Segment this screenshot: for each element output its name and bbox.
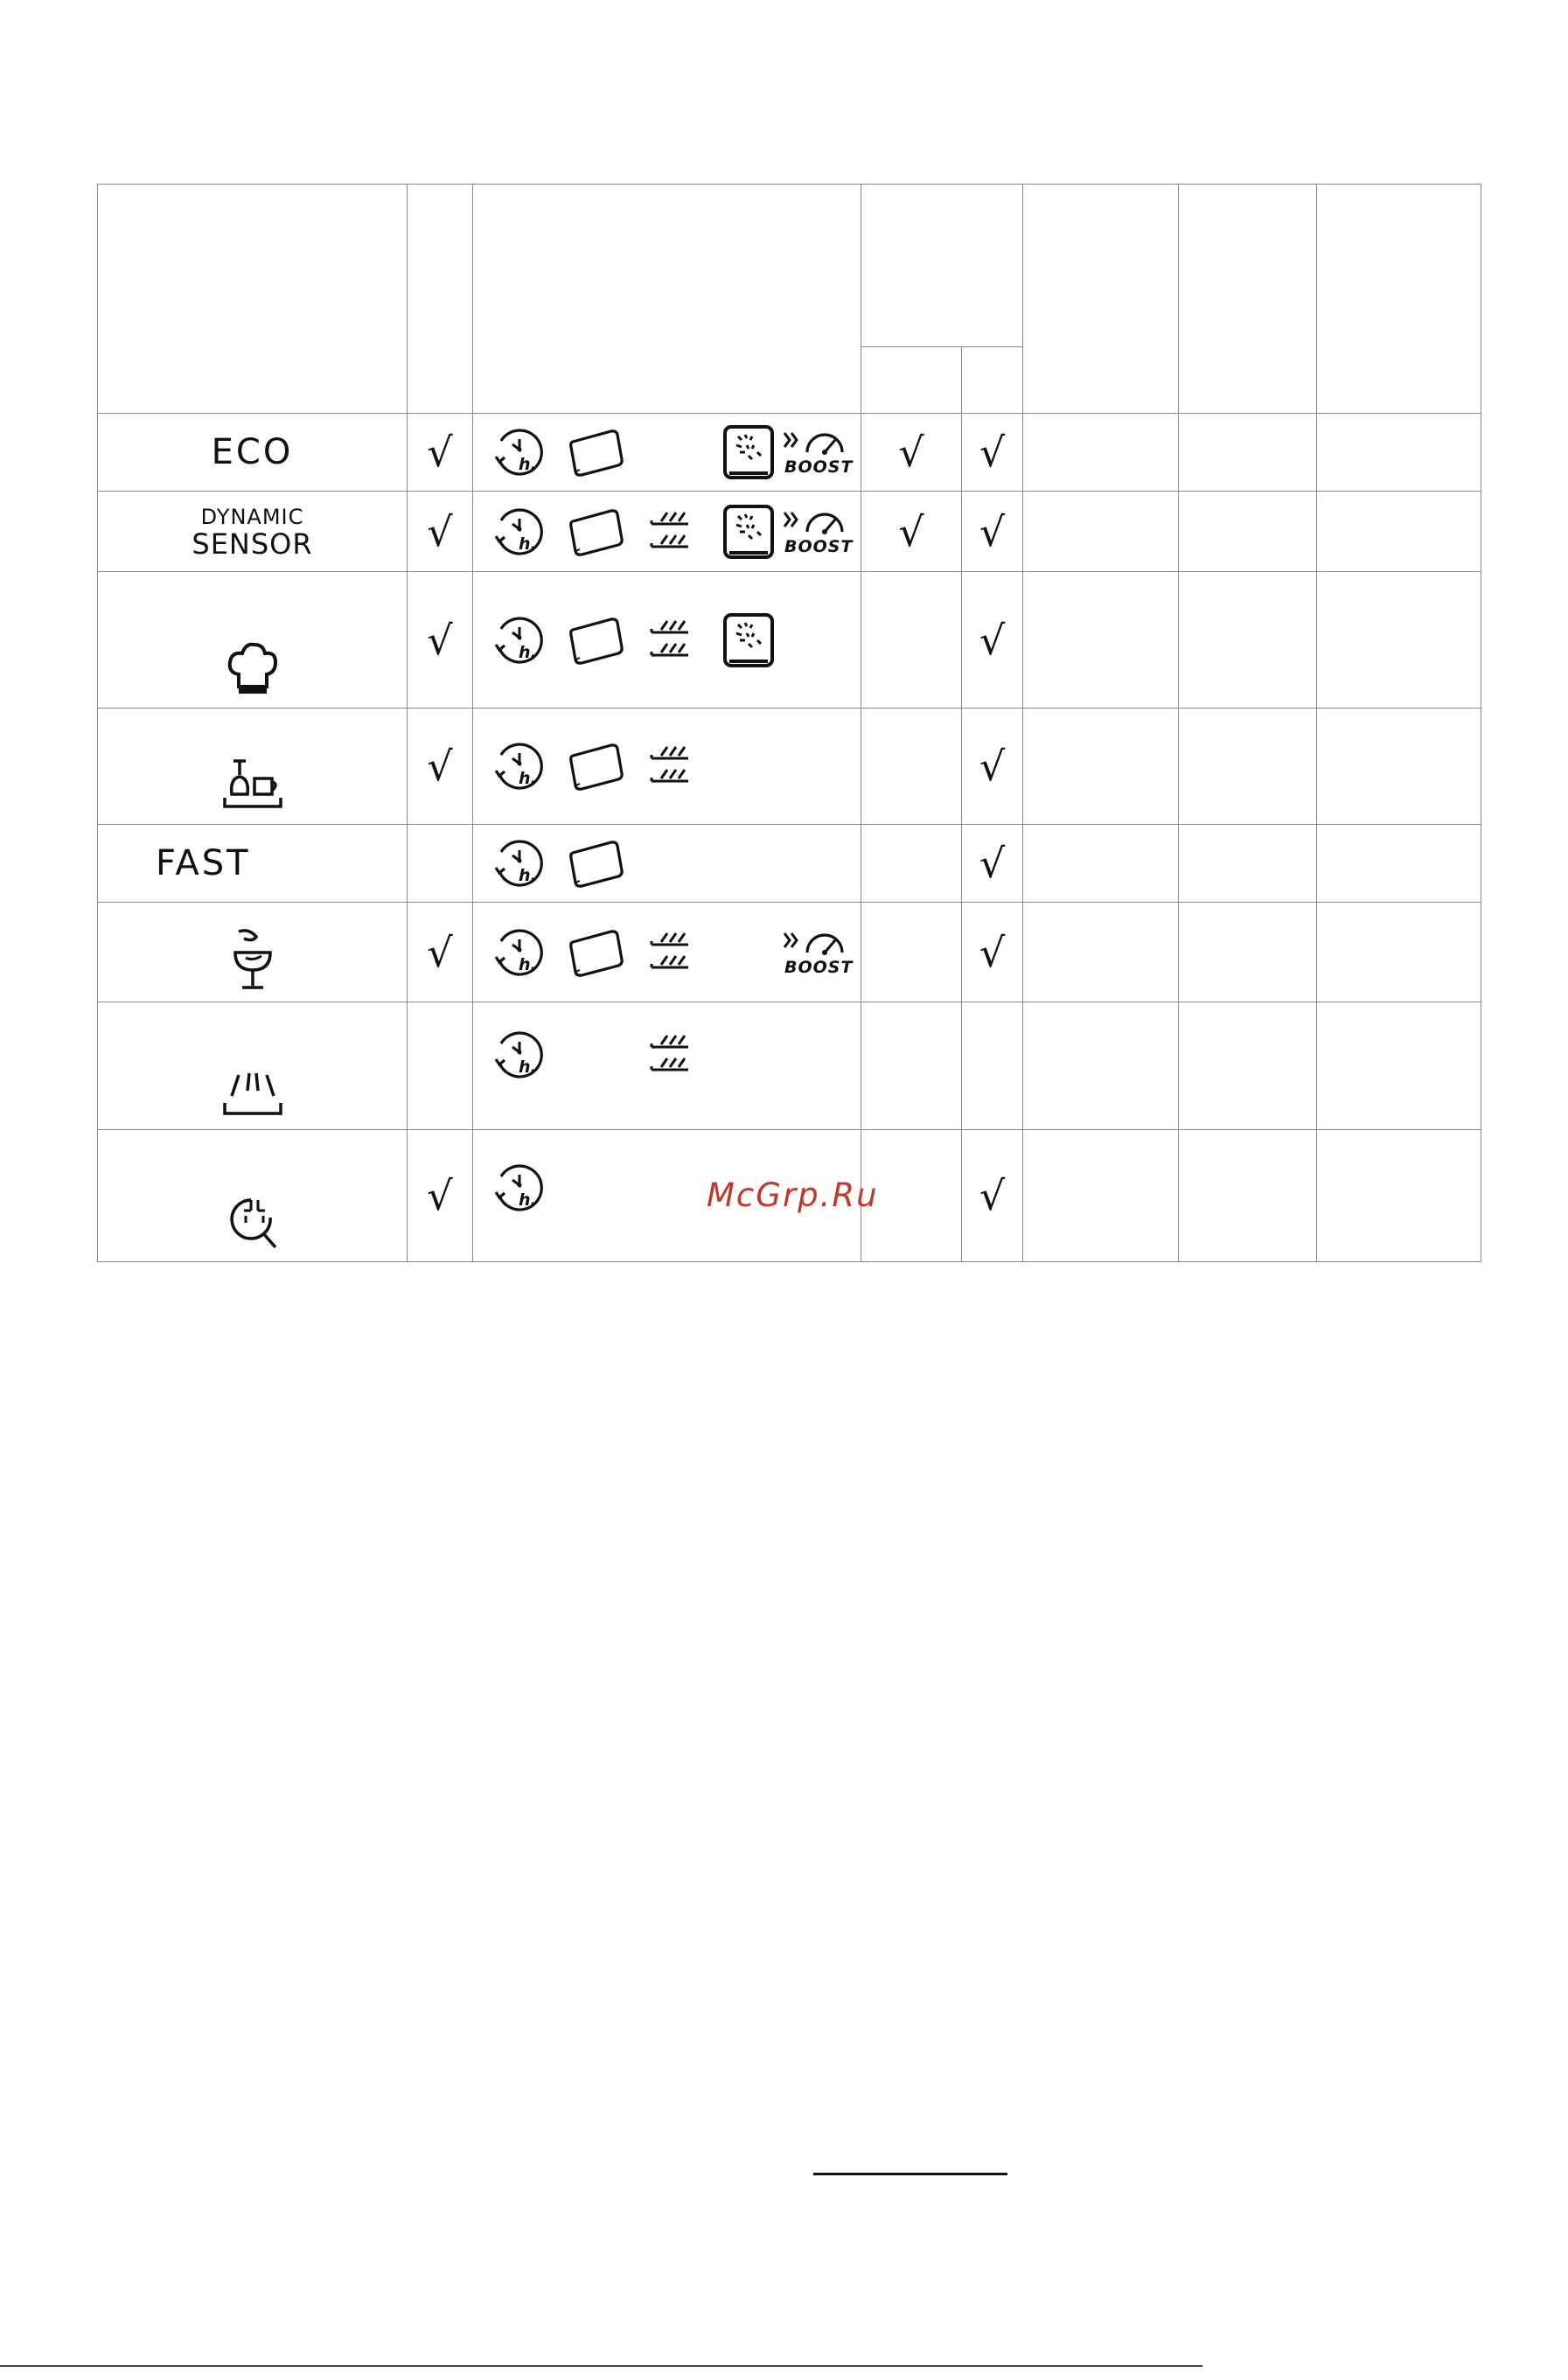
timer-icon: h. (492, 1028, 547, 1082)
header-cell-col7 (1179, 185, 1317, 414)
empty-cell (1023, 1130, 1179, 1262)
options-cell (473, 492, 861, 572)
program-name-cell (98, 708, 408, 825)
empty-cell (1023, 1002, 1179, 1130)
empty-cell (1023, 825, 1179, 903)
program-row-fast (98, 825, 1481, 903)
empty-cell (1179, 708, 1317, 825)
check-cell: √ (962, 708, 1023, 825)
program-label-line1: DYNAMIC (200, 504, 304, 529)
program-label: ECO (211, 432, 294, 472)
header-cell-sub2 (962, 347, 1023, 414)
check-cell: √ (408, 1130, 473, 1262)
steam-icon (648, 510, 692, 554)
tablet-icon (568, 926, 625, 979)
program-label: FAST (156, 843, 251, 883)
prewash-icon (220, 1068, 286, 1124)
check-cell (962, 1002, 1023, 1130)
boost-icon: BOOST (781, 928, 860, 977)
options-cell (473, 1002, 861, 1130)
program-row-glass (98, 903, 1481, 1002)
wine-glass-icon (226, 926, 279, 996)
timer-icon: h. (492, 739, 547, 793)
empty-cell (1023, 414, 1179, 492)
check-cell: √ (962, 414, 1023, 492)
empty-cell (1317, 492, 1481, 572)
check-cell: √ (408, 414, 473, 492)
empty-cell (1179, 414, 1317, 492)
header-cell-col6 (1023, 185, 1179, 414)
program-name-cell (98, 825, 408, 903)
header-row-1 (98, 185, 1481, 347)
program-name-cell (98, 1002, 408, 1130)
timer-icon: h. (492, 505, 547, 559)
tablet-icon (568, 837, 625, 890)
check-cell (408, 825, 473, 903)
timer-icon: h. (492, 1161, 547, 1215)
check-cell: √ (408, 492, 473, 572)
empty-cell (1023, 492, 1179, 572)
check-cell (861, 1002, 962, 1130)
tablet-icon (568, 506, 625, 558)
program-row-eco (98, 414, 1481, 492)
options-cell (473, 572, 861, 708)
watermark-text: McGrp.Ru (707, 1176, 879, 1214)
check-cell: √ (962, 903, 1023, 1002)
timer-icon: h. (492, 836, 547, 890)
program-label-line2: SENSOR (192, 527, 313, 561)
check-cell (408, 1002, 473, 1130)
check-cell: √ (861, 414, 962, 492)
steam-icon (648, 744, 692, 788)
empty-cell (1317, 414, 1481, 492)
program-row-mixed (98, 708, 1481, 825)
check-cell: √ (962, 492, 1023, 572)
program-name-cell (98, 492, 408, 572)
spray-icon (722, 612, 775, 668)
check-cell: √ (408, 708, 473, 825)
header-cell-col8 (1317, 185, 1481, 414)
header-cell-program (98, 185, 408, 414)
chef-hat-icon (225, 639, 281, 702)
steam-icon (648, 618, 692, 662)
spray-icon (722, 504, 775, 560)
options-cell (473, 903, 861, 1002)
header-cell-group (861, 185, 1023, 347)
empty-cell (1317, 708, 1481, 825)
self-clean-icon (225, 1191, 281, 1256)
empty-cell (1317, 1002, 1481, 1130)
check-cell: √ (962, 572, 1023, 708)
check-cell (861, 572, 962, 708)
options-cell (473, 708, 861, 825)
program-name-cell (98, 1130, 408, 1262)
page-bottom-rule (0, 2365, 1202, 2367)
check-cell (861, 825, 962, 903)
empty-cell (1317, 1130, 1481, 1262)
tablet-icon (568, 740, 625, 792)
footer-rule (813, 2173, 1007, 2175)
check-cell: √ (962, 825, 1023, 903)
check-cell (861, 708, 962, 825)
empty-cell (1023, 708, 1179, 825)
program-row-prewash (98, 1002, 1481, 1130)
steam-icon (648, 931, 692, 974)
empty-cell (1179, 572, 1317, 708)
spray-icon (722, 424, 775, 480)
check-cell: √ (861, 492, 962, 572)
program-name-cell (98, 414, 408, 492)
timer-icon: h. (492, 613, 547, 667)
tablet-icon (568, 426, 625, 478)
empty-cell (1179, 825, 1317, 903)
steam-icon (648, 1033, 692, 1077)
tablet-icon (568, 614, 625, 667)
check-cell: √ (962, 1130, 1023, 1262)
empty-cell (1317, 825, 1481, 903)
empty-cell (1179, 903, 1317, 1002)
glass-cup-icon (220, 757, 286, 819)
empty-cell (1179, 1130, 1317, 1262)
header-cell-col1 (408, 185, 473, 414)
check-cell: √ (408, 572, 473, 708)
header-cell-sub1 (861, 347, 962, 414)
check-cell (861, 903, 962, 1002)
header-cell-options (473, 185, 861, 414)
check-cell: √ (408, 903, 473, 1002)
options-cell (473, 414, 861, 492)
boost-icon: BOOST (781, 428, 860, 477)
program-name-cell (98, 903, 408, 1002)
timer-icon: h. (492, 925, 547, 980)
empty-cell (1023, 903, 1179, 1002)
program-name-cell (98, 572, 408, 708)
boost-icon: BOOST (781, 507, 860, 556)
options-cell (473, 825, 861, 903)
program-row-dynamic-sensor (98, 492, 1481, 572)
empty-cell (1023, 572, 1179, 708)
empty-cell (1317, 572, 1481, 708)
empty-cell (1317, 903, 1481, 1002)
timer-icon: h. (492, 425, 547, 479)
program-row-intensive (98, 572, 1481, 708)
empty-cell (1179, 492, 1317, 572)
program-table (97, 184, 1481, 1262)
empty-cell (1179, 1002, 1317, 1130)
